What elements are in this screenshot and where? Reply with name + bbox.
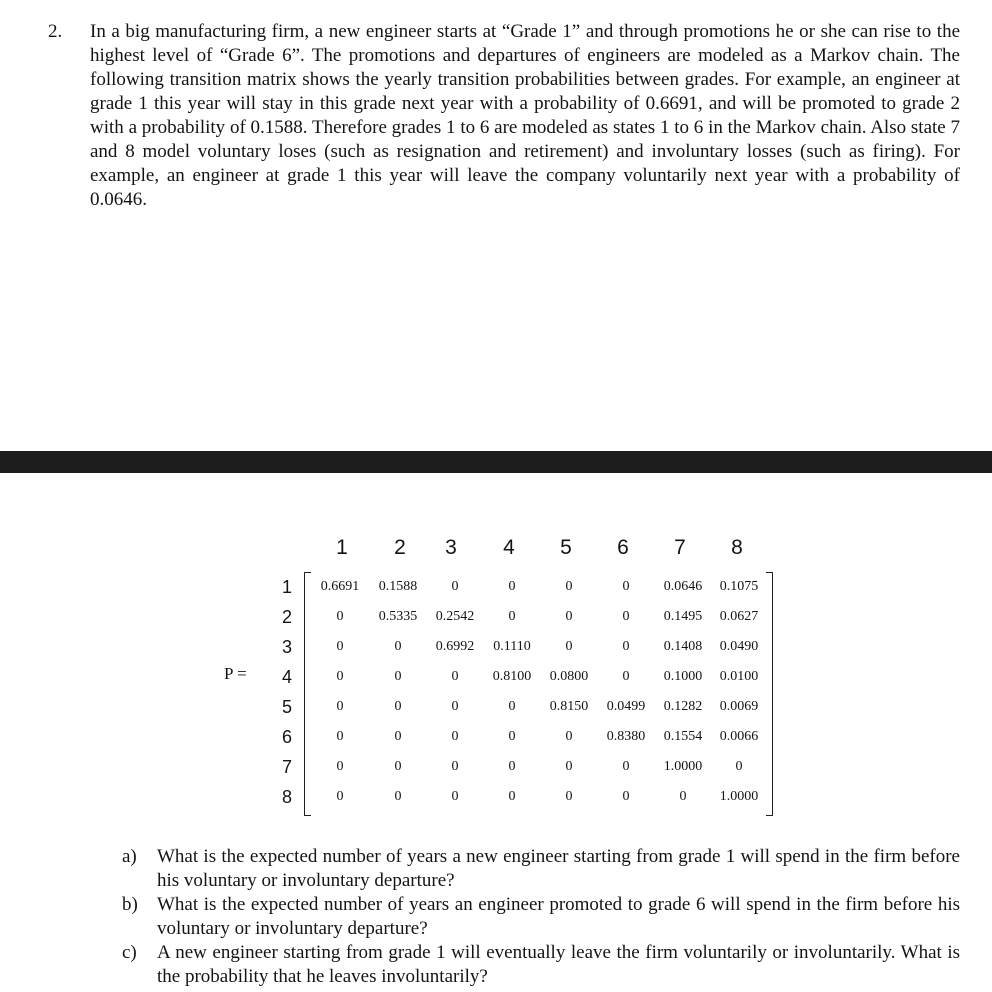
matrix-cell: 0 xyxy=(394,669,402,684)
column-header: 2 xyxy=(394,536,406,559)
matrix-cell: 0.1554 xyxy=(663,729,703,744)
matrix-cell: 0.0627 xyxy=(719,609,759,624)
matrix-cell: 0 xyxy=(336,609,344,624)
matrix-label: P = xyxy=(224,664,247,683)
matrix-cell: 0.1282 xyxy=(663,699,703,714)
matrix-cell: 0.1495 xyxy=(663,609,703,624)
matrix-cell: 0 xyxy=(394,729,402,744)
matrix-cell: 0 xyxy=(508,789,516,804)
matrix-cell: 1.0000 xyxy=(663,759,703,774)
matrix-cell: 0 xyxy=(394,759,402,774)
matrix-cell: 0 xyxy=(451,729,459,744)
matrix-cell: 0.0646 xyxy=(663,579,703,594)
subquestion-text: What is the expected number of years an engineer promoted to grade 6 will spend in the firm before his voluntary or involuntary departure? xyxy=(157,894,960,939)
matrix-bracket-left xyxy=(304,572,311,816)
row-header: 3 xyxy=(281,637,292,657)
column-header: 1 xyxy=(336,536,348,559)
matrix-cell: 0.1408 xyxy=(663,639,703,654)
matrix-cell: 0 xyxy=(336,729,344,744)
matrix-cell: 0 xyxy=(336,759,344,774)
matrix-cell: 0.0100 xyxy=(719,669,759,684)
matrix-cell: 0.0069 xyxy=(719,699,759,714)
matrix-cell: 0 xyxy=(565,609,573,624)
matrix-cell: 0 xyxy=(394,789,402,804)
matrix-cell: 0 xyxy=(622,789,630,804)
row-header: 2 xyxy=(281,607,292,627)
matrix-cell: 0 xyxy=(336,699,344,714)
matrix-cell: 0.1110 xyxy=(493,639,531,654)
column-header: 8 xyxy=(731,536,743,559)
matrix-cell: 0.0490 xyxy=(719,639,759,654)
column-header: 5 xyxy=(560,536,572,559)
matrix-cell: 1.0000 xyxy=(719,789,759,804)
matrix-cell: 0 xyxy=(565,639,573,654)
matrix-cell: 0 xyxy=(565,579,573,594)
row-header: 1 xyxy=(281,577,292,597)
matrix-cell: 0 xyxy=(451,759,459,774)
row-header: 5 xyxy=(281,697,292,717)
matrix-cell: 0 xyxy=(622,669,630,684)
matrix-cell: 0 xyxy=(508,699,516,714)
matrix-cell: 0 xyxy=(622,639,630,654)
matrix-cell: 0 xyxy=(394,639,402,654)
matrix-cell: 0.8150 xyxy=(549,699,589,714)
matrix-cell: 0 xyxy=(508,729,516,744)
matrix-cell: 0.2542 xyxy=(435,609,475,624)
matrix-cell: 0 xyxy=(336,669,344,684)
transition-matrix xyxy=(0,520,992,820)
column-header: 3 xyxy=(445,536,457,559)
matrix-cell: 0.6691 xyxy=(320,579,360,594)
matrix-cell: 0 xyxy=(622,609,630,624)
matrix-cell: 0 xyxy=(394,699,402,714)
matrix-cell: 0.0800 xyxy=(549,669,589,684)
matrix-cell: 0 xyxy=(508,579,516,594)
matrix-cell: 0 xyxy=(508,759,516,774)
column-header: 4 xyxy=(503,536,515,559)
matrix-cell: 0 xyxy=(451,669,459,684)
matrix-cell: 0 xyxy=(735,759,743,774)
matrix-cell: 0 xyxy=(336,639,344,654)
matrix-cell: 0 xyxy=(679,789,687,804)
matrix-cell: 0.8100 xyxy=(492,669,532,684)
matrix-cell: 0 xyxy=(622,579,630,594)
row-header: 6 xyxy=(281,727,292,747)
matrix-cell: 0.1075 xyxy=(719,579,759,594)
problem-statement xyxy=(0,10,992,230)
subquestion-text: What is the expected number of years a new engineer starting from grade 1 will spend in the firm before his voluntary or involuntary departure? xyxy=(157,846,960,891)
matrix-cell: 0.8380 xyxy=(606,729,646,744)
matrix-cell: 0 xyxy=(451,579,459,594)
matrix-cell: 0.6992 xyxy=(435,639,475,654)
column-header: 7 xyxy=(674,536,686,559)
matrix-cell: 0.5335 xyxy=(378,609,418,624)
matrix-cell: 0 xyxy=(565,759,573,774)
matrix-cell: 0 xyxy=(565,729,573,744)
matrix-cell: 0 xyxy=(451,699,459,714)
subquestion-text: A new engineer starting from grade 1 will eventually leave the firm voluntarily or involuntarily. What is the probability that he leaves involuntarily? xyxy=(157,942,960,987)
subquestion-label: a) xyxy=(122,846,137,867)
row-header: 7 xyxy=(281,757,292,777)
matrix-cell: 0 xyxy=(565,789,573,804)
matrix-cell: 0 xyxy=(451,789,459,804)
matrix-cell: 0 xyxy=(622,759,630,774)
divider-bar xyxy=(0,451,992,473)
matrix-cell: 0.0066 xyxy=(719,729,759,744)
question-text: In a big manufacturing firm, a new engineer starts at “Grade 1” and through promotions he or she can rise to the highest level of “Grade 6”. The promotions and departures of engineers are modeled as a Markov chain. The following transition matrix shows the yearly transition probabilities between grades. For example, an engineer at grade 1 this year will stay in this grade next year with a probability of 0.6691, and will be promoted to grade 2 with a probability of 0.1588. Therefore grades 1 to 6 are modeled as states 1 to 6 in the Markov chain. Also state 7 and 8 model voluntary loses (such as resignation and retirement) and involuntary losses (such as firing). For example, an engineer at grade 1 this year will leave the company voluntarily next year with a probability of 0.0646. xyxy=(90,21,960,210)
matrix-cell: 0.1000 xyxy=(663,669,703,684)
subquestion-label: b) xyxy=(122,894,138,915)
matrix-cell: 0 xyxy=(508,609,516,624)
row-header: 4 xyxy=(281,667,292,687)
subquestion-label: c) xyxy=(122,942,137,963)
subquestions xyxy=(0,845,992,992)
question-number: 2. xyxy=(48,21,63,42)
matrix-cell: 0.0499 xyxy=(606,699,646,714)
row-header: 8 xyxy=(281,787,292,807)
matrix-cell: 0.1588 xyxy=(378,579,418,594)
column-header: 6 xyxy=(617,536,629,559)
matrix-cell: 0 xyxy=(336,789,344,804)
